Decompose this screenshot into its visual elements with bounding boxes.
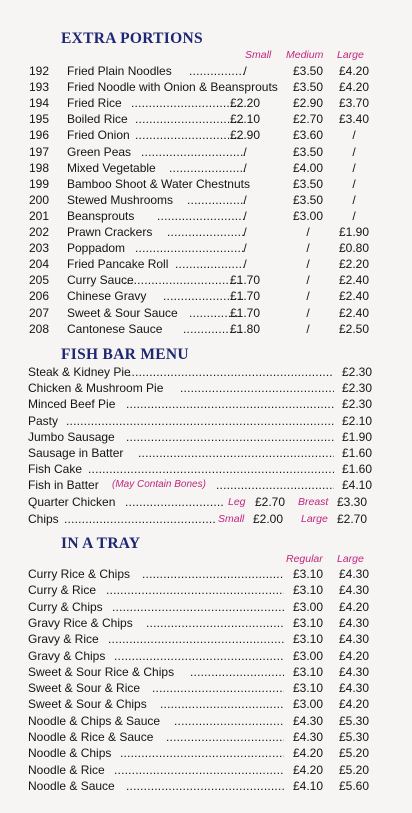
item-number: 196 <box>29 128 50 143</box>
item-name: Fried Pancake Roll <box>67 257 169 272</box>
item-name: Pasty <box>28 413 59 428</box>
price-regular: £3.00 <box>292 648 323 663</box>
item-note: (May Contain Bones) <box>112 479 206 491</box>
price-medium: £3.50 <box>292 144 324 159</box>
price-small: £1.70 <box>229 305 261 320</box>
fish-bar-heading: FISH BAR MENU <box>61 346 189 363</box>
item-name: Sweet & Sour & Chips <box>28 697 147 712</box>
item-price: £2.30 <box>341 381 372 396</box>
menu-item-row <box>0 176 412 192</box>
menu-item-row <box>0 224 412 240</box>
item-name: Sweet & Sour & Rice <box>28 681 141 696</box>
item-name: Boiled Rice <box>67 112 128 127</box>
menu-item-row <box>0 429 412 445</box>
extra-portions-heading: EXTRA PORTIONS <box>61 30 203 47</box>
leader-dots <box>120 745 284 761</box>
menu-item-row <box>0 648 412 664</box>
price-small: / <box>243 144 247 159</box>
leader-dots <box>138 445 334 461</box>
price-medium: £3.50 <box>292 80 324 95</box>
price-large: £4.20 <box>338 599 369 614</box>
item-number: 192 <box>29 64 50 78</box>
price-large: £5.60 <box>338 778 369 793</box>
item-name: Jumbo Sausage <box>28 429 115 444</box>
item-price: £2.30 <box>341 397 372 412</box>
price-large: £2.40 <box>338 289 370 304</box>
chips-name: Chips <box>28 512 59 526</box>
price-medium: / <box>306 273 310 288</box>
leader-dots <box>174 713 284 729</box>
menu-item-row <box>0 364 412 380</box>
item-name: Noodle & Rice <box>28 762 105 777</box>
item-name: Mixed Vegetable <box>67 160 156 175</box>
leg-label: Leg <box>228 496 246 508</box>
item-name: Noodle & Rice & Sauce <box>28 730 154 744</box>
price-small: / <box>243 64 247 78</box>
item-price: £2.10 <box>341 413 372 428</box>
menu-item-row <box>0 127 412 143</box>
menu-item-row <box>0 664 412 680</box>
item-number: 205 <box>29 273 50 288</box>
menu-item-row <box>0 272 412 288</box>
item-name: Beansprouts <box>67 208 135 223</box>
item-number: 206 <box>29 289 50 304</box>
price-regular: £4.20 <box>292 762 323 777</box>
item-price: £2.30 <box>341 365 372 379</box>
col-regular-label: Regular <box>286 553 323 565</box>
item-name: Fried Rice <box>67 96 122 111</box>
price-small: / <box>243 241 247 256</box>
item-number: 199 <box>29 176 50 191</box>
price-large: £4.30 <box>338 664 369 679</box>
leader-dots <box>126 778 284 794</box>
item-name: Gravy & Chips <box>28 648 106 663</box>
price-large: £0.80 <box>338 241 370 256</box>
item-number: 201 <box>29 208 50 223</box>
item-number: 207 <box>29 305 50 320</box>
item-number: 193 <box>29 80 50 95</box>
price-small: / <box>243 192 247 207</box>
leader-dots <box>114 762 284 778</box>
menu-item-row <box>0 160 412 176</box>
leader-dots <box>114 648 284 664</box>
leader-dots <box>152 680 284 696</box>
item-price: £1.60 <box>341 462 372 477</box>
price-small: £2.10 <box>229 112 261 127</box>
breast-price: £3.30 <box>337 495 368 509</box>
item-number: 197 <box>29 144 50 159</box>
menu-item-row <box>0 288 412 304</box>
price-large: £5.20 <box>338 762 369 777</box>
price-large: £4.20 <box>338 697 369 712</box>
price-large: £4.20 <box>338 80 370 95</box>
price-medium: £3.50 <box>292 176 324 191</box>
price-large: £5.30 <box>338 730 369 744</box>
chips-small-price: £2.00 <box>253 512 284 526</box>
leader-dots <box>190 664 284 680</box>
item-price: £1.90 <box>341 429 372 444</box>
item-name: Prawn Crackers <box>67 225 153 239</box>
price-large: £4.30 <box>338 681 369 696</box>
price-small: £2.20 <box>229 96 261 111</box>
item-number: 203 <box>29 241 50 256</box>
item-name: Noodle & Chips <box>28 746 112 761</box>
item-price: £4.10 <box>341 478 372 493</box>
quarter-chicken-row <box>0 494 412 510</box>
col-small-label: Small <box>245 49 272 61</box>
menu-item-row <box>0 240 412 256</box>
price-medium: / <box>306 321 310 336</box>
price-large: £2.50 <box>338 321 370 336</box>
price-medium: / <box>306 225 310 239</box>
price-large: £3.70 <box>338 96 370 111</box>
price-small: / <box>243 160 247 175</box>
price-regular: £3.00 <box>292 599 323 614</box>
item-number: 194 <box>29 96 50 111</box>
price-medium: / <box>306 241 310 256</box>
quarter-chicken-name: Quarter Chicken <box>28 495 116 509</box>
leg-price: £2.70 <box>255 495 286 509</box>
menu-item-row <box>0 696 412 712</box>
item-name: Sausage in Batter <box>28 446 124 460</box>
price-regular: £3.10 <box>292 681 323 696</box>
item-name: Gravy & Rice <box>28 632 99 647</box>
menu-item-row <box>0 305 412 321</box>
leader-dots <box>66 413 334 429</box>
item-name: Chicken & Mushroom Pie <box>28 381 164 396</box>
leader-dots <box>106 582 284 598</box>
leader-dots <box>216 477 334 493</box>
price-small: / <box>243 225 247 239</box>
menu-item-row <box>0 566 412 582</box>
leader-dots <box>142 566 284 582</box>
menu-item-row <box>0 615 412 631</box>
menu-item-row <box>0 111 412 127</box>
price-medium: £3.00 <box>292 208 324 223</box>
price-medium: / <box>306 257 310 272</box>
price-medium: £2.70 <box>292 112 324 127</box>
item-name: Curry & Chips <box>28 599 103 614</box>
menu-item-row <box>0 745 412 761</box>
item-name: Green Peas <box>67 144 132 159</box>
item-name: Curry & Rice <box>28 583 97 598</box>
menu-item-row <box>0 413 412 429</box>
menu-item-row <box>0 582 412 598</box>
price-large: £2.20 <box>338 257 370 272</box>
menu-item-row <box>0 445 412 461</box>
menu-item-row <box>0 192 412 208</box>
leader-dots <box>128 364 334 380</box>
menu-item-row <box>0 680 412 696</box>
chips-small-label: Small <box>218 513 245 525</box>
price-large: £4.20 <box>338 648 369 663</box>
leader-dots <box>88 461 334 477</box>
item-name: Fried Plain Noodles <box>67 64 172 78</box>
menu-item-row <box>0 631 412 647</box>
price-regular: £3.10 <box>292 632 323 647</box>
price-small: / <box>243 257 247 272</box>
price-large: £5.20 <box>338 746 369 761</box>
price-medium: £3.50 <box>292 64 324 78</box>
menu-item-row <box>0 208 412 224</box>
item-name: Chinese Gravy <box>67 289 147 304</box>
price-large: / <box>352 160 356 175</box>
menu-item-row <box>0 256 412 272</box>
menu-item-row <box>0 778 412 794</box>
price-regular: £3.00 <box>292 697 323 712</box>
price-regular: £3.10 <box>292 583 323 598</box>
item-number: 204 <box>29 257 50 272</box>
leader-dots <box>108 631 284 647</box>
price-regular: £3.10 <box>292 567 323 581</box>
price-small: £1.70 <box>229 273 261 288</box>
menu-item-row <box>0 79 412 95</box>
col-medium-label: Medium <box>286 49 324 61</box>
item-price: £1.60 <box>341 446 372 460</box>
item-number: 195 <box>29 112 50 127</box>
item-name: Fried Onion <box>67 128 130 143</box>
item-number: 200 <box>29 192 50 207</box>
price-regular: £3.10 <box>292 615 323 630</box>
leader-dots <box>180 380 334 396</box>
item-name: Fish Cake <box>28 462 83 477</box>
price-large: £1.90 <box>338 225 370 239</box>
price-large: / <box>352 144 356 159</box>
menu-item-row <box>0 461 412 477</box>
price-large: / <box>352 128 356 143</box>
item-name: Bamboo Shoot & Water Chestnuts <box>67 176 250 191</box>
menu-item-row <box>0 95 412 111</box>
item-number: 208 <box>29 321 50 336</box>
price-small: £2.90 <box>229 128 261 143</box>
chips-large-price: £2.70 <box>337 512 368 526</box>
price-large: £2.40 <box>338 273 370 288</box>
price-regular: £4.30 <box>292 730 323 744</box>
item-name: Fish in Batter <box>28 478 99 493</box>
price-small: £1.80 <box>229 321 261 336</box>
price-large: £5.30 <box>338 713 369 728</box>
in-a-tray-heading: IN A TRAY <box>61 535 141 552</box>
price-regular: £4.20 <box>292 746 323 761</box>
item-name: Stewed Mushrooms <box>67 192 174 207</box>
item-name: Minced Beef Pie <box>28 397 116 412</box>
price-small: / <box>243 208 247 223</box>
price-medium: £2.90 <box>292 96 324 111</box>
leader-dots <box>64 511 217 527</box>
item-name: Steak & Kidney Pie <box>28 365 131 379</box>
menu-item-row <box>0 729 412 745</box>
menu-item-row <box>0 321 412 337</box>
leader-dots <box>126 429 334 445</box>
item-name: Curry Rice & Chips <box>28 567 131 581</box>
col-large-label: Large <box>337 49 364 61</box>
price-medium: / <box>306 305 310 320</box>
item-name: Noodle & Sauce <box>28 778 115 793</box>
leader-dots <box>112 599 284 615</box>
price-large: / <box>352 192 356 207</box>
price-medium: £4.00 <box>292 160 324 175</box>
menu-item-row <box>0 477 412 493</box>
item-name: Cantonese Sauce <box>67 321 163 336</box>
chips-large-label: Large <box>301 513 328 525</box>
price-medium: £3.50 <box>292 192 324 207</box>
breast-label: Breast <box>298 496 329 508</box>
menu-item-row <box>0 599 412 615</box>
menu-item-row <box>0 762 412 778</box>
item-number: 198 <box>29 160 50 175</box>
price-large: / <box>352 208 356 223</box>
menu-item-row <box>0 63 412 79</box>
price-large: £2.40 <box>338 305 370 320</box>
price-medium: £3.60 <box>292 128 324 143</box>
price-large: / <box>352 176 356 191</box>
col-tray-large-label: Large <box>337 553 364 565</box>
menu-item-row <box>0 396 412 412</box>
item-name: Curry Sauce <box>67 273 134 288</box>
price-large: £4.20 <box>338 64 370 78</box>
price-large: £3.40 <box>338 112 370 127</box>
price-large: £4.30 <box>338 615 369 630</box>
leader-dots <box>126 396 334 412</box>
price-small: £1.70 <box>229 289 261 304</box>
price-medium: / <box>306 289 310 304</box>
price-large: £4.30 <box>338 632 369 647</box>
item-name: Gravy Rice & Chips <box>28 615 133 630</box>
item-name: Fried Noodle with Onion & Beansprouts <box>67 80 278 95</box>
item-number: 202 <box>29 225 50 239</box>
menu-item-row <box>0 380 412 396</box>
leader-dots <box>146 615 284 631</box>
price-regular: £4.30 <box>292 713 323 728</box>
leader-dots <box>125 494 225 510</box>
price-regular: £4.10 <box>292 778 323 793</box>
leader-dots <box>160 696 284 712</box>
menu-item-row <box>0 713 412 729</box>
item-name: Noodle & Chips & Sauce <box>28 713 161 728</box>
chips-row <box>0 511 412 527</box>
item-name: Poppadom <box>67 241 126 256</box>
price-large: £4.30 <box>338 567 369 581</box>
menu-item-row <box>0 144 412 160</box>
leader-dots <box>166 729 284 745</box>
price-regular: £3.10 <box>292 664 323 679</box>
item-name: Sweet & Sour Rice & Chips <box>28 664 175 679</box>
price-large: £4.30 <box>338 583 369 598</box>
item-name: Sweet & Sour Sauce <box>67 305 178 320</box>
